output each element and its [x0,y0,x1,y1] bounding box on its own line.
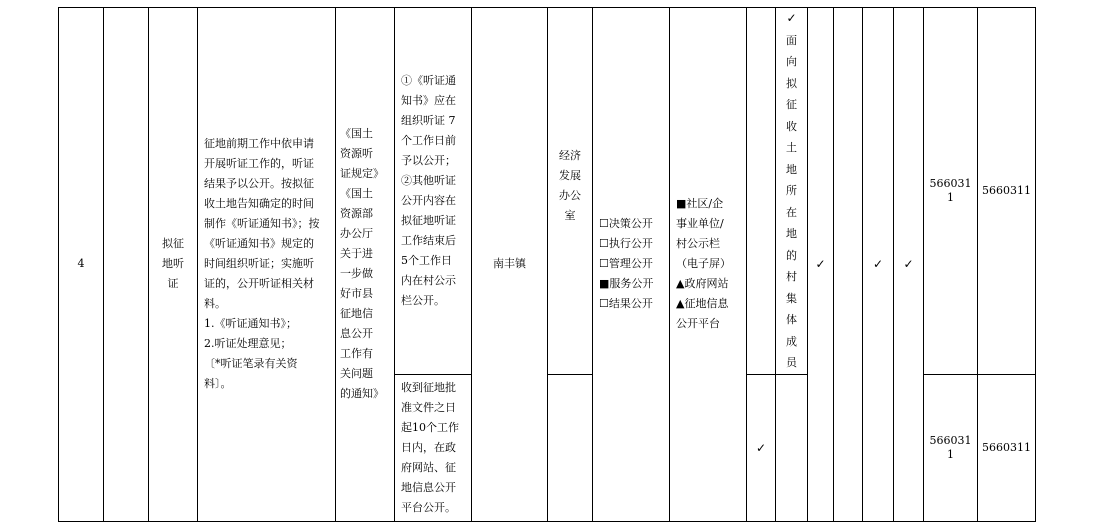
text-line: 工作结束后 [401,233,456,247]
text-line: 体 [786,313,797,326]
text-line: 1.《听证通知书》； [204,317,297,331]
text-line: 566031 [929,433,972,447]
text-line: 关于进 [340,247,373,261]
text-line: 征地信 [340,307,373,321]
text-line: 内在村公示 [401,273,456,287]
text-line: 组织听证 7 [401,113,456,127]
text-line: 村 [786,270,797,283]
text-line: 员 [786,356,797,369]
text-line: 好市县 [340,287,373,301]
text-line: 资源听 [340,147,373,161]
empty-cell [747,8,776,375]
text-line: 收土地告知确定的时间 [204,197,314,211]
text-line: 予以公开； [401,153,456,167]
text-line: 息公开 [340,327,373,341]
text-line: 一步做 [340,267,373,281]
phone-number: 5660311 [978,374,1036,521]
text-line: 工作有 [340,347,373,361]
text-line: 征 [786,98,797,111]
check-mark: ✓ [894,8,924,522]
text-line: 料〕。 [204,377,232,391]
empty-cell [776,374,808,521]
row-number: 4 [59,8,104,522]
text-line: 1 [947,447,954,461]
text-line: 所 [786,184,797,197]
text-line: 室 [564,209,576,222]
text-line: 关问题 [340,367,373,381]
text-line: 《国土 [340,127,373,141]
text-line: 收到征地批 [401,380,456,394]
empty-cell [104,8,149,522]
text-line: 时间组织听证；实施听 [204,257,314,271]
text-line: 证的，公开听证相关材 [204,277,314,291]
text-line: 地 [786,227,797,240]
check-mark: ✓ [747,374,776,521]
text-line: 栏公开。 [401,293,445,307]
text-line: 平台公开。 [401,500,456,514]
disclosure-categories [593,8,670,522]
check-mark: ✓ [808,8,834,522]
text-line: 料。 [204,297,226,311]
text-line: 事业单位/ [676,217,724,231]
text-line: 证规定》 [340,167,384,181]
text-line: 566031 [929,176,972,190]
text-line: 准文件之日 [401,400,456,414]
text-line: 〔*听证笔录有关资 [204,357,298,371]
text-line: 的 [786,248,797,262]
disclosure-table [58,7,1036,522]
item-name [149,8,198,522]
text-line: 成 [786,334,797,348]
text-line: ▲政府网站 [676,277,729,291]
text-line: 办公厅 [340,227,373,241]
check-mark: ✓ [786,11,797,25]
text-line: 办公 [559,189,581,202]
text-line: 《听证通知书》规定的 [204,237,314,251]
text-line: ■社区/企 [676,197,724,211]
table-row [59,8,1036,375]
text-line: 经济 [559,149,581,162]
text-line: 面 [786,33,797,47]
responsible-department [548,8,593,375]
text-line: 起10个工作 [401,420,459,434]
disclosure-channels [670,8,747,522]
text-line: 集 [786,291,797,305]
text-line: ①《听证通 [401,73,456,87]
text-line: 1 [947,190,954,204]
text-line: 公开内容在 [401,193,456,207]
text-line: 资源部 [340,207,373,221]
text-line: 村公示栏 [676,237,720,251]
time-limit-2 [395,374,472,521]
time-limit-1 [395,8,472,375]
disclosure-object-text [776,30,807,374]
text-line: 向 [786,55,797,68]
phone-number: 5660311 [978,8,1036,375]
text-line: 拟 [786,76,797,90]
text-line: 开展听证工作的，听证 [204,157,314,171]
text-line: 发展 [559,169,581,182]
text-line: ☐决策公开 [599,217,653,231]
text-line: 结果予以公开。按拟征 [204,177,314,191]
text-line: 制作《听证通知书》；按 [204,217,320,231]
text-line: ☐结果公开 [599,297,653,311]
text-line: 的通知》 [340,387,384,401]
text-line: 土 [786,141,797,154]
text-line: 府网站、征 [401,460,456,474]
disclosure-object [776,8,808,375]
text-line: 证 [167,277,179,291]
empty-cell [548,374,593,521]
text-line: 拟征 [162,237,184,251]
text-line: ■服务公开 [599,277,654,291]
disclosure-content [198,8,336,522]
text-line: （电子屏） [676,257,731,271]
text-line: 公开平台 [676,317,720,331]
text-line: 2.听证处理意见； [204,337,292,351]
text-line: 个工作日前 [401,133,456,147]
text-line: ☐管理公开 [599,257,653,271]
text-line: 拟征地听证 [401,213,456,227]
text-line: ☐执行公开 [599,237,653,251]
disclosure-subject: 南丰镇 [472,8,548,522]
text-line: 日内，在政 [401,440,456,454]
text-line: 地信息公开 [401,480,456,494]
text-line: 《国土 [340,187,373,201]
phone-number [924,374,978,521]
text-line: ▲征地信息 [676,297,729,311]
empty-cell [834,8,863,522]
phone-number [924,8,978,375]
text-line: 地 [786,162,797,176]
text-line: ②其他听证 [401,173,456,187]
disclosure-basis [336,8,395,522]
text-line: 征地前期工作中依申请 [204,137,314,151]
check-mark: ✓ [863,8,894,522]
text-line: 在 [786,205,797,219]
text-line: 5个工作日 [401,253,452,267]
text-line: 收 [786,119,797,133]
text-line: 地听 [162,257,184,271]
text-line: 知书》应在 [401,93,456,107]
